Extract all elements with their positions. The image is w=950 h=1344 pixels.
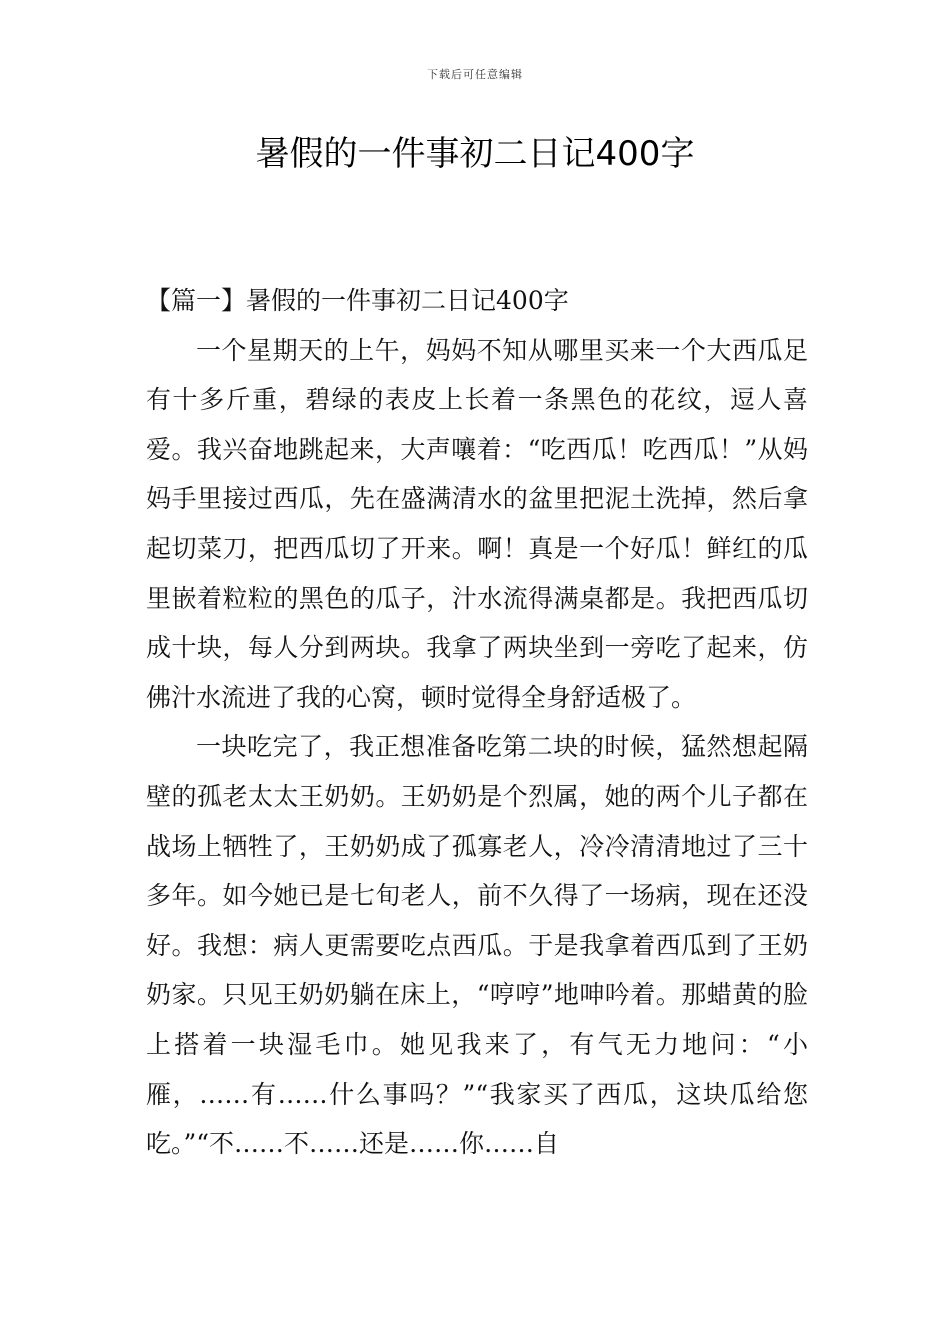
paragraph-1: 一个星期天的上午，妈妈不知从哪里买来一个大西瓜足有十多斤重，碧绿的表皮上长着一条黑色的花纹，逗人喜爱。我兴奋地跳起来，大声嚷着：“吃西瓜！吃西瓜！”从妈妈手里接过西瓜，先在盛满清水的盆里把泥土洗掉，然后拿起切菜刀，把西瓜切了开来。啊！真是一个好瓜！鲜红的瓜里嵌着粒粒的黑色的瓜子，汁水流得满桌都是。我把西瓜切成十块，每人分到两块。我拿了两块坐到一旁吃了起来，仿佛汁水流进了我的心窝，顿时觉得全身舒适极了。 bbox=[146, 335, 808, 712]
document-body bbox=[146, 276, 808, 1169]
paragraph-2: 一块吃完了，我正想准备吃第二块的时候，猛然想起隔壁的孤老太太王奶奶。王奶奶是个烈属，她的两个儿子都在战场上牺牲了，王奶奶成了孤寡老人，冷冷清清地过了三十多年。如今她已是七旬老人，前不久得了一场病，现在还没好。我想：病人更需要吃点西瓜。于是我拿着西瓜到了王奶奶家。只见王奶奶躺在床上，“哼哼”地呻吟着。那蜡黄的脸上搭着一块湿毛巾。她见我来了，有气无力地问：“小雁，……有……什么事吗？”“我家买了西瓜，这块瓜给您吃。”“不……不……还是……你……自 bbox=[146, 732, 808, 1159]
header-note: 下载后可任意编辑 bbox=[427, 68, 523, 81]
document-title: 暑假的一件事初二日记400字 bbox=[255, 134, 695, 174]
section-heading: 【篇一】暑假的一件事初二日记400字 bbox=[146, 286, 569, 315]
